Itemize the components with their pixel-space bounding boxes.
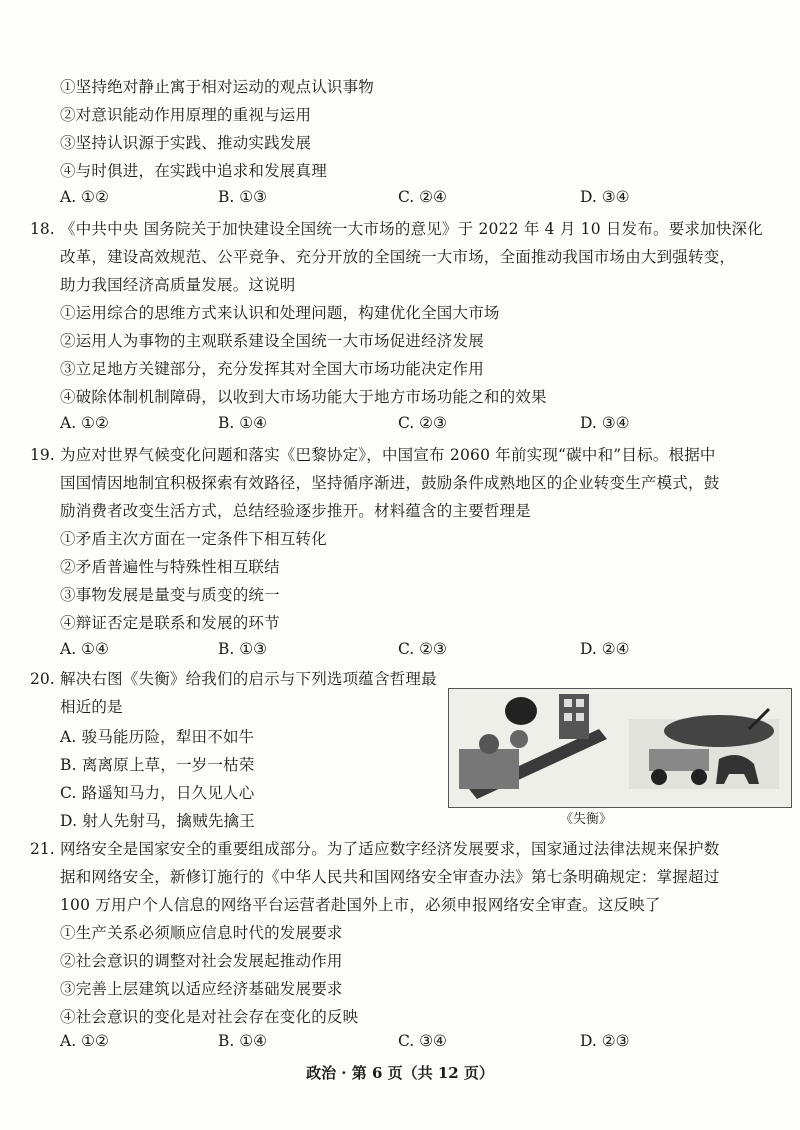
answer-row <box>0 188 800 210</box>
answer-a: A. ①② <box>60 414 109 432</box>
question-number: 19. <box>30 446 55 464</box>
answer-a: A. ①② <box>60 1032 109 1050</box>
answer-b: B. ①④ <box>218 414 268 432</box>
answer-d: D. ②③ <box>580 1032 630 1050</box>
option-line: ②运用人为事物的主观联系建设全国统一大市场促进经济发展 <box>60 332 484 350</box>
answer-c: C. ②③ <box>398 414 447 432</box>
question-stem: 《中共中央 国务院关于加快建设全国统一大市场的意见》于 2022 年 4 月 10 日发布。要求加快深化 <box>60 220 763 238</box>
question-number: 21. <box>30 840 55 858</box>
question-stem: 改革，建设高效规范、公平竞争、充分开放的全国统一大市场，全面推动我国市场由大到强转变， <box>60 248 736 266</box>
question-stem: 网络安全是国家安全的重要组成部分。为了适应数字经济发展要求，国家通过法律法规来保护数 <box>60 840 720 858</box>
answer-b: B. ①④ <box>218 1032 268 1050</box>
option-line: ④与时俱进，在实践中追求和发展真理 <box>60 162 327 180</box>
answer-d: D. ③④ <box>580 414 630 432</box>
answer-row <box>0 414 800 436</box>
page-footer: 政治 · 第 6 页（共 12 页） <box>306 1064 494 1082</box>
cartoon-illustration <box>449 689 791 807</box>
question-stem: 国国情因地制宜积极探索有效路径，坚持循序渐进，鼓励条件成熟地区的企业转变生产模式，鼓 <box>60 474 720 492</box>
question-number: 18. <box>30 220 55 238</box>
option-line: ①矛盾主次方面在一定条件下相互转化 <box>60 530 327 548</box>
option-line: ③事物发展是量变与质变的统一 <box>60 586 280 604</box>
answer-d: D. ②④ <box>580 640 630 658</box>
option-line: ③立足地方关键部分，充分发挥其对全国大市场功能决定作用 <box>60 360 484 378</box>
question-stem: 相近的是 <box>60 698 123 716</box>
option-line: A. 骏马能历险，犁田不如牛 <box>60 728 255 746</box>
cartoon-image <box>448 688 792 808</box>
question-stem: 据和网络安全，新修订施行的《中华人民共和国网络安全审查办法》第七条明确规定：掌握超过 <box>60 868 720 886</box>
option-line: C. 路遥知马力，日久见人心 <box>60 784 255 802</box>
option-line: ①运用综合的思维方式来认识和处理问题，构建优化全国大市场 <box>60 304 500 322</box>
question-number: 20. <box>30 670 55 688</box>
question-stem: 100 万用户个人信息的网络平台运营者赴国外上市，必须申报网络安全审查。这反映了 <box>60 896 661 914</box>
answer-b: B. ①③ <box>218 188 268 206</box>
answer-a: A. ①④ <box>60 640 109 658</box>
option-line: ③坚持认识源于实践、推动实践发展 <box>60 134 312 152</box>
option-line: ④社会意识的变化是对社会存在变化的反映 <box>60 1008 359 1026</box>
option-line: ①坚持绝对静止寓于相对运动的观点认识事物 <box>60 78 375 96</box>
question-stem: 为应对世界气候变化问题和落实《巴黎协定》，中国宣布 2060 年前实现“碳中和”目标。根据中 <box>60 446 716 464</box>
answer-c: C. ③④ <box>398 1032 447 1050</box>
answer-c: C. ②④ <box>398 188 447 206</box>
option-line: D. 射人先射马，擒贼先擒王 <box>60 812 256 830</box>
option-line: ①生产关系必须顺应信息时代的发展要求 <box>60 924 343 942</box>
answer-a: A. ①② <box>60 188 109 206</box>
option-line: B. 离离原上草，一岁一枯荣 <box>60 756 255 774</box>
option-line: ④破除体制机制障碍，以收到大市场功能大于地方市场功能之和的效果 <box>60 388 547 406</box>
option-line: ③完善上层建筑以适应经济基础发展要求 <box>60 980 343 998</box>
question-stem: 励消费者改变生活方式，总结经验逐步推开。材料蕴含的主要哲理是 <box>60 502 532 520</box>
option-line: ④辩证否定是联系和发展的环节 <box>60 614 280 632</box>
cartoon-caption: 《失衡》 <box>560 812 613 827</box>
answer-c: C. ②③ <box>398 640 447 658</box>
answer-d: D. ③④ <box>580 188 630 206</box>
option-line: ②对意识能动作用原理的重视与运用 <box>60 106 312 124</box>
answer-row <box>0 1032 800 1054</box>
option-line: ②矛盾普遍性与特殊性相互联结 <box>60 558 280 576</box>
answer-row <box>0 640 800 662</box>
answer-b: B. ①③ <box>218 640 268 658</box>
question-stem: 解决右图《失衡》给我们的启示与下列选项蕴含哲理最 <box>60 670 437 688</box>
option-line: ②社会意识的调整对社会发展起推动作用 <box>60 952 343 970</box>
question-stem: 助力我国经济高质量发展。这说明 <box>60 276 296 294</box>
